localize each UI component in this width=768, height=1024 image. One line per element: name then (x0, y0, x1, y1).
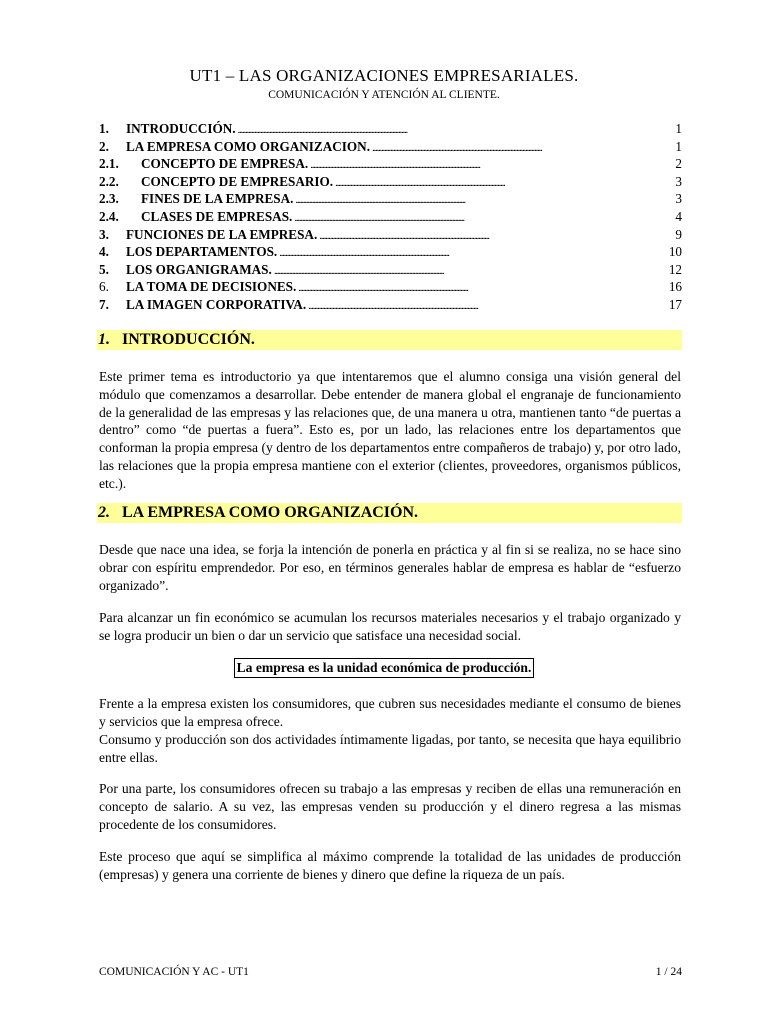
document-title: UT1 – LAS ORGANIZACIONES EMPRESARIALES. (189, 66, 579, 85)
toc-leader-dots (319, 227, 673, 243)
toc-number: 2. (99, 138, 109, 154)
page-number: 1 / 24 (655, 966, 682, 978)
toc-entry[interactable] (99, 262, 682, 280)
toc-page-number: 17 (668, 296, 682, 312)
toc-entry[interactable] (99, 121, 682, 139)
toc-number: 2.1. (99, 156, 119, 172)
toc-label: INTRODUCCIÓN. (126, 121, 236, 136)
footer-title: COMUNICACIÓN Y AC - UT1 (99, 966, 249, 978)
paragraph: Por una parte, los consumidores ofrecen su trabajo a las empresas y reciben de ellas una remuneración en concepto de salario. A su vez, las empresas venden su producción y el dinero regresa a las mismas procedente de los consumidores. (99, 781, 681, 832)
toc-leader-dots (298, 279, 667, 295)
toc-label: FUNCIONES DE LA EMPRESA. (126, 226, 318, 242)
toc-leader-dots (372, 139, 673, 155)
toc-page-number: 16 (668, 279, 682, 295)
section-title: LA EMPRESA COMO ORGANIZACIÓN. (122, 504, 419, 521)
toc-page-number: 12 (668, 261, 682, 277)
paragraph: Frente a la empresa existen los consumidores, que cubren sus necesidades mediante el consumo de bienes y servicios que la empresa ofrece. (99, 696, 681, 729)
toc-leader-dots (310, 156, 673, 172)
toc-label: LOS ORGANIGRAMAS. (126, 261, 272, 277)
toc-label: LA EMPRESA COMO ORGANIZACION. (126, 138, 370, 154)
toc-label: LOS DEPARTAMENTOS. (126, 244, 278, 260)
section-heading-empresa-organizacion (97, 503, 682, 523)
toc-label: CONCEPTO DE EMPRESA. (141, 156, 309, 172)
toc-label: FINES DE LA EMPRESA. (141, 191, 294, 207)
toc-number: 2.2. (99, 173, 119, 189)
toc-leader-dots (294, 209, 673, 225)
toc-entry[interactable] (99, 297, 682, 315)
toc-leader-dots (295, 191, 673, 207)
toc-entry[interactable] (99, 191, 682, 209)
toc-entry[interactable] (99, 227, 682, 245)
table-of-contents (99, 121, 682, 315)
toc-page-number: 2 (675, 156, 682, 172)
toc-number: 2.4. (99, 208, 119, 224)
section-number: 2. (98, 504, 110, 521)
paragraph: Este proceso que aquí se simplifica al máximo comprende la totalidad de las unidades de producción (empresas) y genera una corriente de bienes y dinero que define la riqueza de un país. (99, 849, 681, 882)
document-subtitle: COMUNICACIÓN Y ATENCIÓN AL CLIENTE. (268, 89, 500, 101)
section-number: 1. (98, 331, 110, 348)
toc-leader-dots (279, 244, 667, 260)
toc-number: 4. (99, 244, 109, 260)
toc-label: CLASES DE EMPRESAS. (141, 208, 293, 224)
toc-entry[interactable] (99, 174, 682, 192)
toc-number: 2.3. (99, 191, 119, 207)
toc-number: 6. (99, 279, 109, 295)
toc-entry[interactable] (99, 139, 682, 157)
toc-number: 5. (99, 261, 109, 277)
toc-page-number: 10 (668, 244, 682, 260)
toc-number: 3. (99, 226, 109, 242)
toc-leader-dots (308, 297, 667, 313)
toc-label: CONCEPTO DE EMPRESARIO. (141, 173, 334, 189)
paragraph: Consumo y producción son dos actividades íntimamente ligadas, por tanto, se necesita que haya equilibrio entre ellas. (99, 732, 681, 765)
toc-leader-dots (335, 174, 673, 190)
toc-label: LA TOMA DE DECISIONES. (126, 279, 297, 295)
toc-page-number: 1 (675, 138, 682, 154)
toc-label: LA IMAGEN CORPORATIVA. (126, 296, 307, 312)
toc-page-number: 1 (675, 121, 682, 136)
paragraph: Para alcanzar un fin económico se acumulan los recursos materiales necesarios y el trabajo organizado y se logra producir un bien o dar un servicio que satisface una necesidad social. (99, 610, 681, 643)
definition-box: La empresa es la unidad económica de producción. (234, 658, 535, 678)
toc-entry[interactable] (99, 279, 682, 297)
section-title: INTRODUCCIÓN. (122, 331, 255, 348)
toc-number: 7. (99, 296, 109, 312)
paragraph: Desde que nace una idea, se forja la intención de ponerla en práctica y al fin si se realiza, no se hace sino obrar con espíritu emprendedor. Por eso, en términos generales hablar de empresa es hablar de “esfuerzo organizado”. (99, 542, 681, 593)
toc-entry[interactable] (99, 209, 682, 227)
toc-entry[interactable] (99, 156, 682, 174)
definition-box-wrap (0, 658, 768, 678)
toc-page-number: 4 (675, 208, 682, 224)
section-heading-introduccion (97, 330, 682, 350)
toc-page-number: 9 (675, 226, 682, 242)
toc-page-number: 3 (675, 191, 682, 207)
toc-page-number: 3 (675, 173, 682, 189)
paragraph: Este primer tema es introductorio ya que intentaremos que el alumno consiga una visión general del módulo que comenzamos a desarrollar. Debe entender de manera global el engranaje de funcionamiento de la generalidad de las empresas y las relaciones que, de una manera u otra, mantienen tanto “de puertas a dentro” como “de puertas a fuera”. Esto es, por un lado, las relaciones entre los departamentos que conforman la propia empresa (y dentro de los departamentos entre compañeros de trabajo) y, por otro lado, las relaciones que la propia empresa mantiene con el exterior (clientes, proveedores, organismos públicos, etc.). (99, 369, 681, 491)
toc-leader-dots (274, 262, 667, 278)
toc-number: 1. (99, 121, 109, 136)
toc-entry[interactable] (99, 244, 682, 262)
toc-leader-dots (238, 121, 674, 137)
